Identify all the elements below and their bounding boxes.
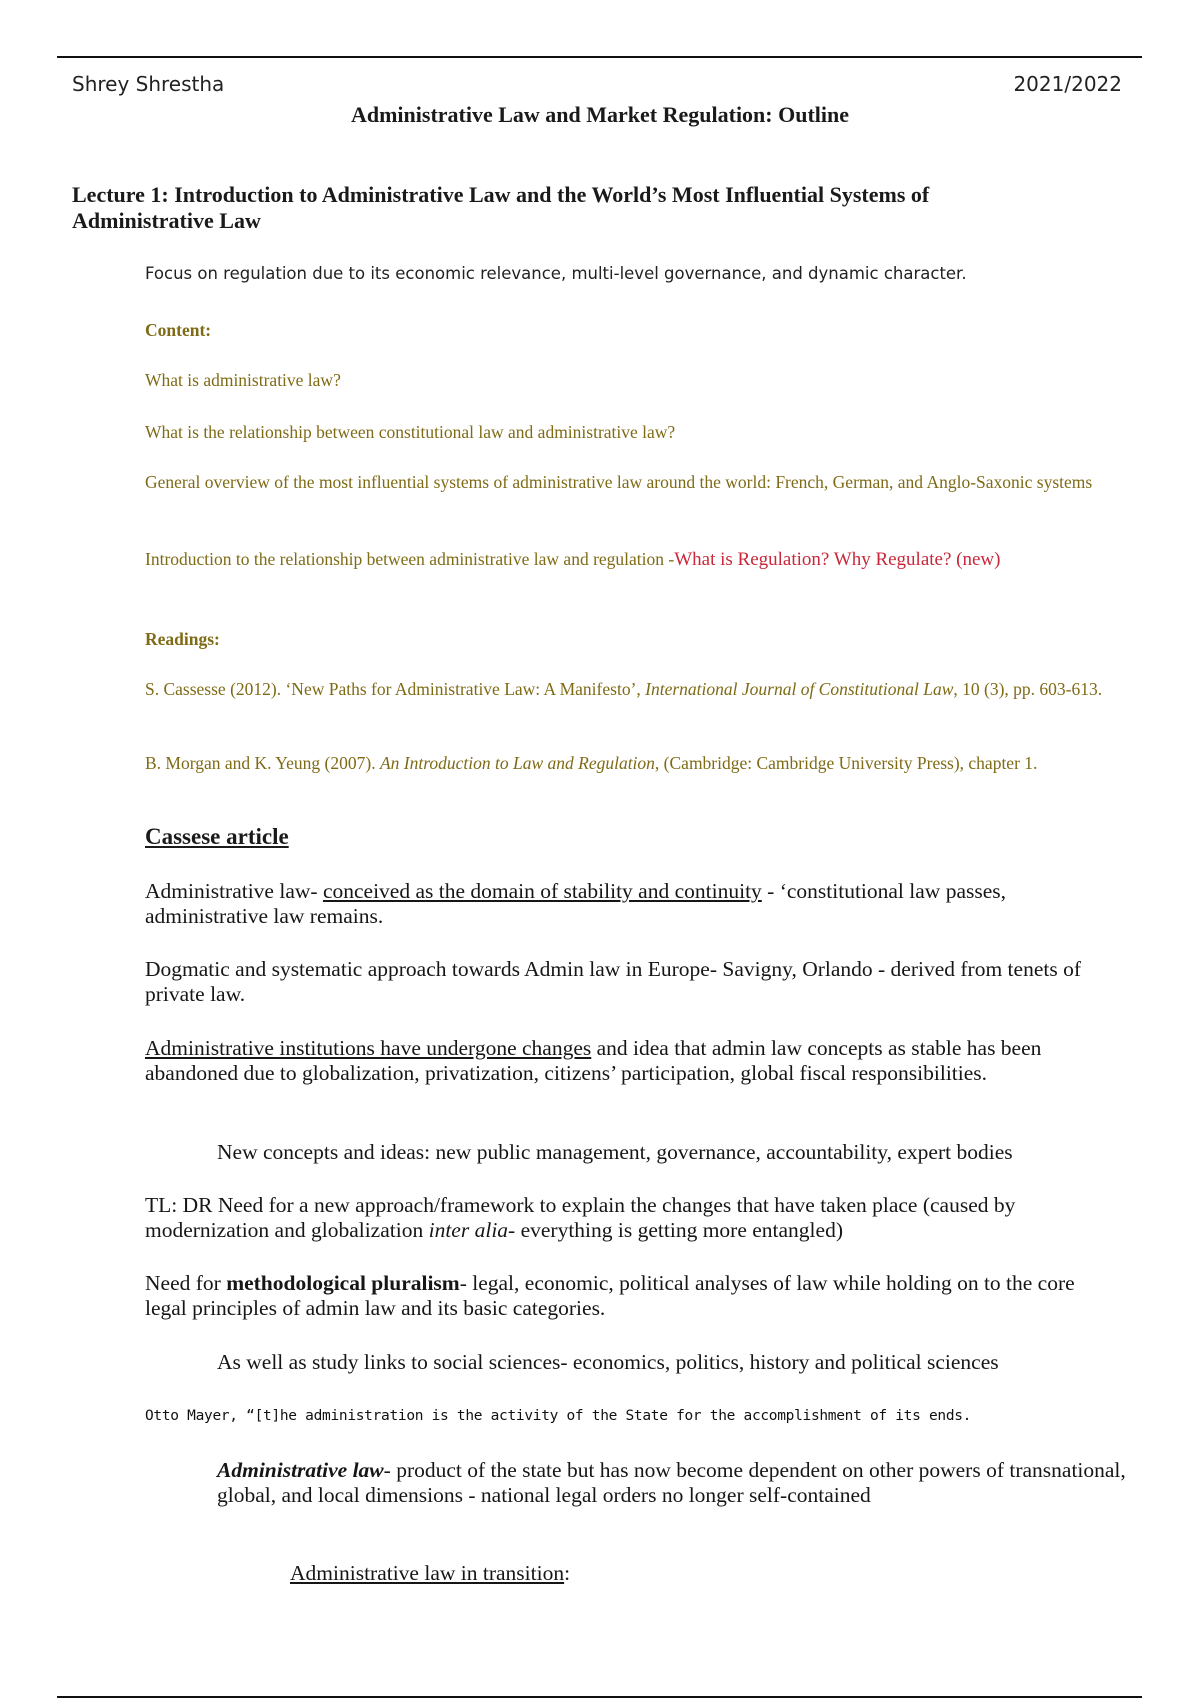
content-label: Content: [145,320,212,340]
author-name: Shrey Shrestha [72,72,225,96]
p6-bold: methodological pluralism [226,1271,460,1295]
academic-year: 2021/2022 [1013,72,1122,96]
readings-label: Readings: [145,629,220,649]
p1-underlined: conceived as the domain of stability and continuity [322,879,762,903]
section-heading: Cassese article [145,824,289,849]
p5-rest: - everything is getting more entangled) [508,1218,843,1242]
content-item-4 [145,547,1120,572]
content-item-4-highlight: What is Regulation? Why Regulate? (new) [674,549,1001,570]
top-rule [57,56,1142,58]
p10-underlined: Administrative law in transition [290,1561,565,1585]
note-paragraph-8: Otto Mayer, “[t]he administration is the activity of the State for the accomplishment of its ends. [145,1408,972,1424]
document-title: Administrative Law and Market Regulation: Outline [350,102,850,127]
reading-1-text: S. Cassesse (2012). ‘New Paths for Administrative Law: A Manifesto’, [145,679,646,699]
p1-rest: - ‘constitutional law passes, administrative law remains. [145,879,1007,928]
reading-2-text: B. Morgan and K. Yeung (2007). [145,753,380,773]
lecture-title: Lecture 1: Introduction to Administrative Law and the World’s Most Influential Systems of Administrative Law [72,182,930,233]
bottom-rule [57,1696,1142,1698]
note-paragraph-6 [145,1271,1120,1321]
note-paragraph-3 [145,1036,1120,1086]
note-paragraph-5 [145,1193,1120,1243]
note-paragraph-9 [217,1458,1127,1508]
p6-text: Need for [145,1271,227,1295]
content-item-4-text: Introduction to the relationship between administrative law and regulation - [145,549,675,569]
reading-2 [145,751,1120,775]
p10-colon: : [564,1561,571,1585]
reading-2-publisher: , (Cambridge: Cambridge University Press), chapter 1. [654,753,1038,773]
reading-1 [145,677,1120,701]
reading-2-book: An Introduction to Law and Regulation [379,753,655,773]
note-paragraph-10 [290,1561,1130,1586]
p5-text: TL: DR Need for a new approach/framework to explain the changes that have taken place (caused by modernization and globalization [145,1193,1016,1242]
p6-rest: - legal, economic, political analyses of law while holding on to the core legal principles of admin law and its basic categories. [145,1271,1075,1320]
reading-1-journal: International Journal of Constitutional Law [645,679,954,699]
reading-1-pages: , 10 (3), pp. 603-613. [953,679,1103,699]
p3-underlined: Administrative institutions have undergone changes [145,1036,592,1060]
content-item-3: General overview of the most influential systems of administrative law around the world: French, German, and Anglo-Saxonic systems [145,472,1093,492]
p1-text: Administrative law- [145,879,323,903]
note-paragraph-2: Dogmatic and systematic approach towards Admin law in Europe- Savigny, Orlando - derived from tenets of private law. [145,957,1081,1006]
p5-italic: inter alia [428,1218,509,1242]
p9-rest: - product of the state but has now become dependent on other powers of transnational, global, and local dimensions - national legal orders no longer self-contained [217,1458,1126,1507]
note-paragraph-1 [145,879,1120,929]
note-paragraph-7: As well as study links to social sciences- economics, politics, history and political sciences [217,1350,999,1374]
note-paragraph-4: New concepts and ideas: new public management, governance, accountability, expert bodies [217,1140,1013,1164]
content-item-1: What is administrative law? [145,370,341,390]
p9-bold-italic: Administrative law [217,1458,384,1482]
p3-rest: and idea that admin law concepts as stable has been abandoned due to globalization, privatization, citizens’ participation, global fiscal responsibilities. [145,1036,1042,1085]
focus-statement: Focus on regulation due to its economic relevance, multi-level governance, and dynamic character. [145,264,967,283]
content-item-2: What is the relationship between constitutional law and administrative law? [145,422,676,442]
